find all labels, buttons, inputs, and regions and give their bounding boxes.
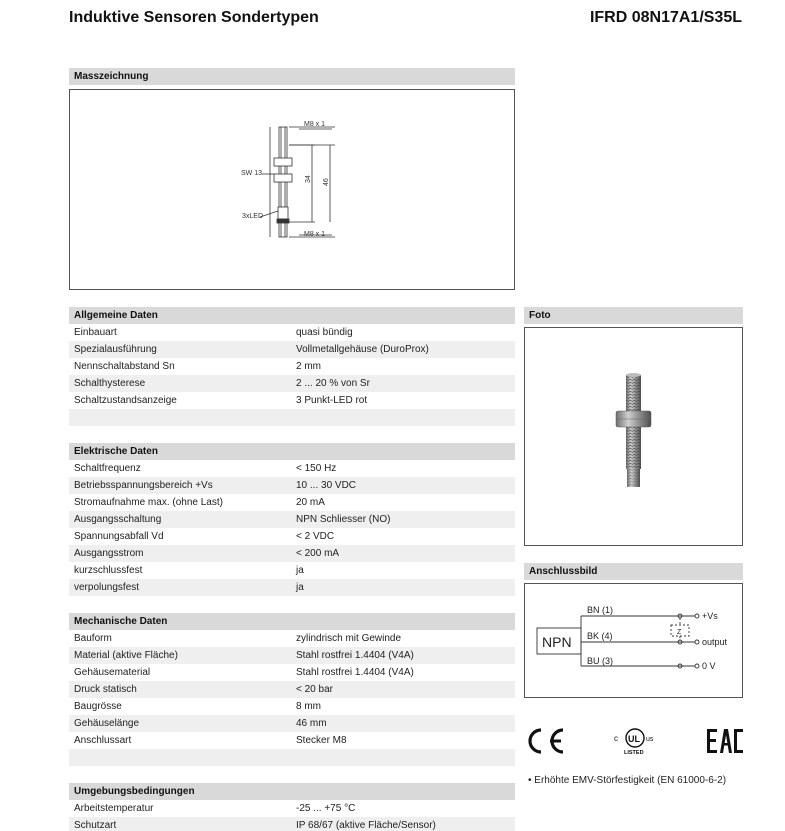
section-head-mechanical: Mechanische Daten [69, 613, 515, 630]
row-value: -25 ... +75 °C [296, 803, 356, 814]
terminal-bu [695, 664, 699, 668]
row-key: Baugrösse [74, 701, 122, 712]
row-key: Gehäuselänge [74, 718, 140, 729]
ul-listed-text: LISTED [624, 750, 644, 755]
row-key: Stromaufnahme max. (ohne Last) [74, 497, 223, 508]
table-row [69, 392, 515, 409]
table-row [69, 375, 515, 392]
row-value: 2 ... 20 % von Sr [296, 378, 370, 389]
section-head-electrical: Elektrische Daten [69, 443, 515, 460]
row-value: < 2 VDC [296, 531, 335, 542]
nut-lower [274, 174, 292, 182]
section-head-environment: Umgebungsbedingungen [69, 783, 515, 800]
row-key: Druck statisch [74, 684, 137, 695]
table-row [69, 545, 515, 562]
general-data-table [69, 324, 515, 426]
row-key: kurzschlussfest [74, 565, 143, 576]
section-head-wiring: Anschlussbild [524, 563, 743, 580]
table-row [69, 630, 515, 647]
dimension-drawing-box [69, 89, 515, 290]
npn-label: NPN [542, 634, 572, 650]
page-title: Induktive Sensoren Sondertypen [69, 9, 319, 26]
row-key: verpolungsfest [74, 582, 140, 593]
ul-mark-text: UL [628, 734, 640, 744]
zero-volt-label: 0 V [702, 661, 716, 671]
section-head-photo: Foto [524, 307, 743, 324]
row-value: < 150 Hz [296, 463, 337, 474]
table-row [69, 715, 515, 732]
table-row [69, 494, 515, 511]
row-value: 3 Punkt-LED rot [296, 395, 368, 406]
environment-data-table [69, 800, 515, 831]
table-row [69, 681, 515, 698]
table-row [69, 800, 515, 817]
ul-us-text: us [646, 736, 654, 743]
table-row [69, 528, 515, 545]
cul-us-listed-icon [612, 727, 658, 755]
product-photo [525, 328, 742, 545]
mechanical-data-table [69, 630, 515, 766]
row-key: Ausgangsschaltung [74, 514, 162, 525]
row-value: ja [296, 565, 304, 576]
row-value: < 200 mA [296, 548, 340, 559]
row-value: Stecker M8 [296, 735, 347, 746]
table-row-empty [69, 749, 515, 766]
row-key: Gehäusematerial [74, 667, 151, 678]
table-row [69, 698, 515, 715]
row-value: quasi bündig [296, 327, 353, 338]
row-key: Spannungsabfall Vd [74, 531, 164, 542]
row-value: 2 mm [296, 361, 321, 372]
table-row [69, 562, 515, 579]
row-key: Arbeitstemperatur [74, 803, 154, 814]
row-key: Schaltzustandsanzeige [74, 395, 177, 406]
table-row-empty [69, 409, 515, 426]
row-value: 20 mA [296, 497, 325, 508]
nut-upper [274, 158, 292, 166]
row-value: Stahl rostfrei 1.4404 (V4A) [296, 650, 414, 661]
dim-46-label: 46 [323, 178, 330, 186]
emc-note: • Erhöhte EMV-Störfestigkeit (EN 61000-6-2) [528, 775, 727, 786]
section-head-drawing: Masszeichnung [69, 68, 515, 85]
row-value: zylindrisch mit Gewinde [296, 633, 402, 644]
row-key: Betriebsspannungsbereich +Vs [74, 480, 213, 491]
row-value: 10 ... 30 VDC [296, 480, 357, 491]
table-row [69, 817, 515, 831]
row-key: Schaltfrequenz [74, 463, 141, 474]
output-label: output [702, 637, 728, 647]
table-row [69, 324, 515, 341]
terminal-bk [695, 640, 699, 644]
row-key: Spezialausführung [74, 344, 157, 355]
row-value: Stahl rostfrei 1.4404 (V4A) [296, 667, 414, 678]
table-row [69, 732, 515, 749]
vs-label: +Vs [702, 611, 718, 621]
table-row [69, 477, 515, 494]
row-value: NPN Schliesser (NO) [296, 514, 391, 525]
dimension-drawing [70, 90, 514, 289]
ce-mark-icon [524, 726, 568, 756]
table-row [69, 647, 515, 664]
row-value: < 20 bar [296, 684, 333, 695]
eac-mark-icon [706, 727, 744, 755]
led-label: 3xLED [242, 213, 264, 220]
bk-label: BK (4) [587, 631, 613, 641]
row-key: Nennschaltabstand Sn [74, 361, 175, 372]
wiring-diagram [525, 584, 742, 697]
row-key: Anschlussart [74, 735, 132, 746]
row-key: Schalthysterese [74, 378, 146, 389]
table-row [69, 579, 515, 596]
row-key: Einbauart [74, 327, 117, 338]
product-photo-box [524, 327, 743, 546]
table-row [69, 341, 515, 358]
section-head-general: Allgemeine Daten [69, 307, 515, 324]
wiring-diagram-box [524, 583, 743, 698]
thread-top-label: M8 x 1 [304, 121, 326, 128]
row-value: 8 mm [296, 701, 321, 712]
table-row [69, 460, 515, 477]
row-value: IP 68/67 (aktive Fläche/Sensor) [296, 820, 436, 831]
row-key: Schutzart [74, 820, 117, 831]
wrench-size-label: SW 13 [241, 170, 263, 177]
dim-34-label: 34 [305, 175, 312, 183]
table-row [69, 664, 515, 681]
z-label: Z [677, 629, 682, 636]
table-row [69, 511, 515, 528]
bn-label: BN (1) [587, 605, 614, 615]
row-key: Ausgangsstrom [74, 548, 144, 559]
row-value: 46 mm [296, 718, 327, 729]
row-value: ja [296, 582, 304, 593]
row-key: Bauform [74, 633, 112, 644]
electrical-data-table [69, 460, 515, 596]
bu-label: BU (3) [587, 656, 614, 666]
thread-bottom-label: M8 x 1 [304, 231, 326, 238]
ul-c-text: c [614, 734, 618, 743]
table-row [69, 358, 515, 375]
row-key: Material (aktive Fläche) [74, 650, 178, 661]
row-value: Vollmetallgehäuse (DuroProx) [296, 344, 429, 355]
model-number: IFRD 08N17A1/S35L [589, 9, 742, 26]
